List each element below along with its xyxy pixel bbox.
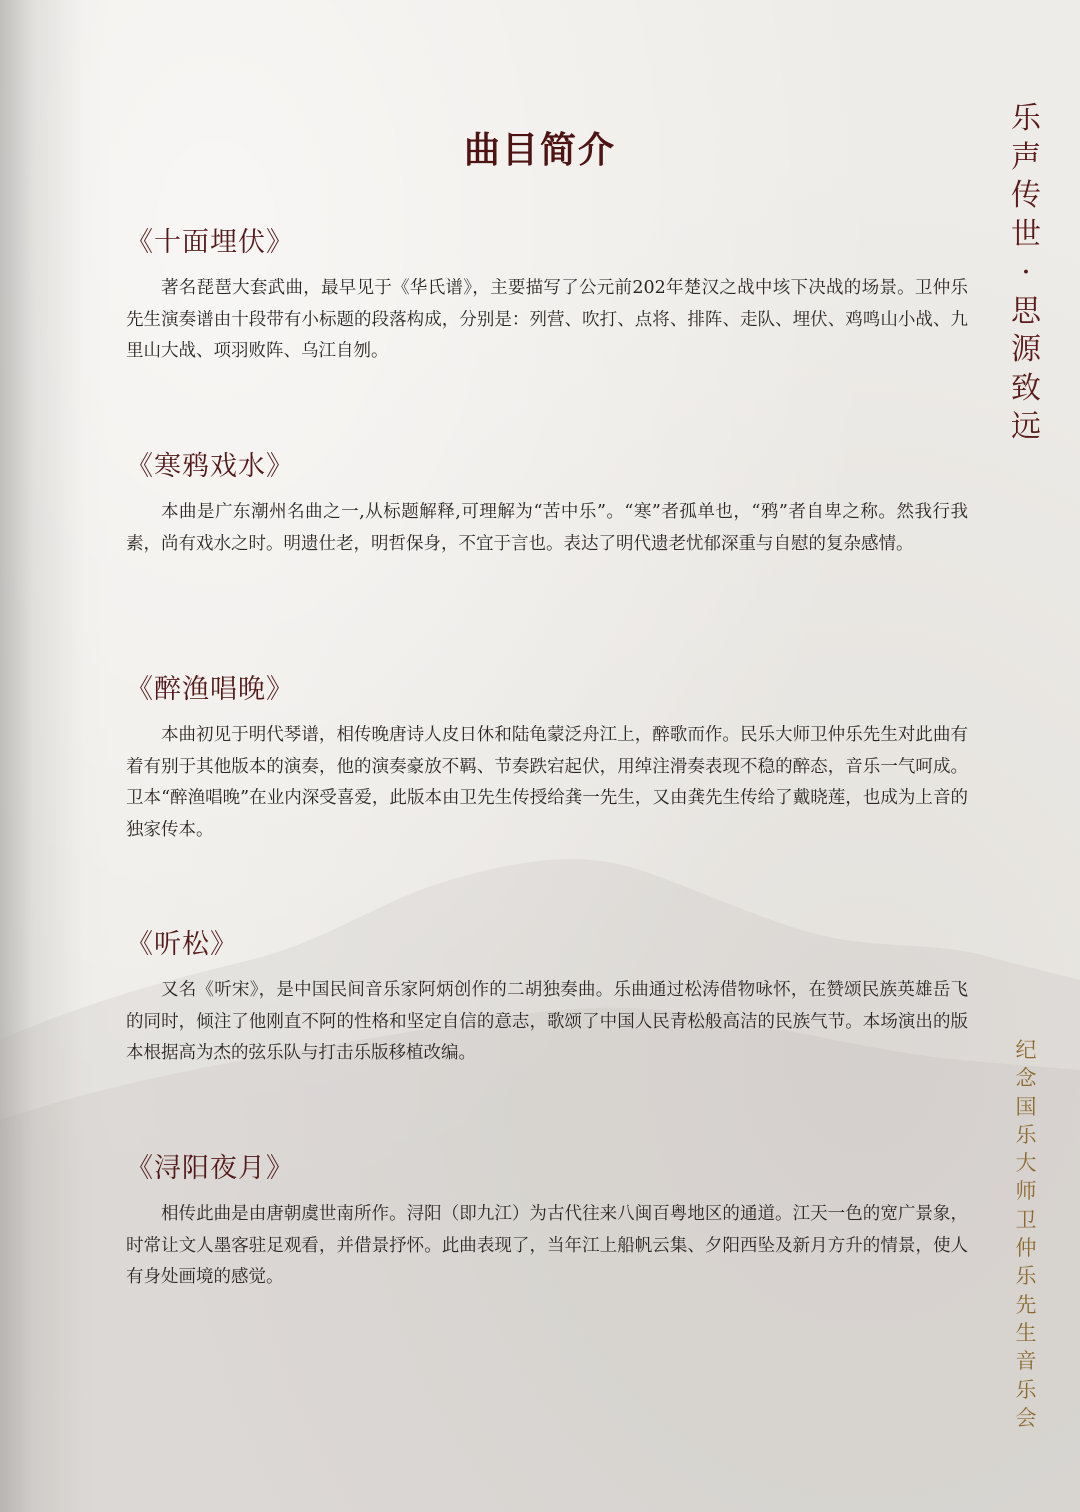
motto-char: 远: [1011, 409, 1041, 444]
event-char: 先: [1015, 1292, 1037, 1317]
side-event-title-vertical: [1012, 1036, 1040, 1432]
page-title: 曲目简介: [463, 129, 616, 171]
piece-description: 相传此曲是由唐朝虞世南所作。浔阳（即九江）为古代往来八闽百粤地区的通道。江天一色的宽广景象，时常让文人墨客驻足观看，并借景抒怀。此曲表现了，当年江上船帆云集、夕阳西坠及新月方升的情景，使人有身处画境的感觉。: [126, 1204, 968, 1287]
piece-title: 《听松》: [126, 929, 238, 960]
event-char: 会: [1015, 1405, 1037, 1430]
side-motto-vertical: [1004, 100, 1048, 447]
event-char: 乐: [1015, 1264, 1037, 1289]
piece-section: [126, 444, 968, 560]
event-char: 纪: [1015, 1038, 1037, 1062]
motto-char: 乐: [1011, 101, 1041, 136]
piece-description: 又名《听宋》，是中国民间音乐家阿炳创作的二胡独奏曲。乐曲通过松涛借物咏怀，在赞颂民族英雄岳飞的同时，倾注了他刚直不阿的性格和坚定自信的意志，歌颂了中国人民青松般高洁的民族气节。本场演出的版本根据高为杰的弦乐队与打击乐版移植改编。: [126, 980, 968, 1063]
piece-description: 本曲是广东潮州名曲之一,从标题解释,可理解为“苦中乐”。“寒”者孤单也，“鸦”者自卑之称。然我行我素，尚有戏水之时。明遗仕老，明哲保身，不宜于言也。表达了明代遗老忧郁深重与自慰的复杂感情。: [126, 502, 968, 554]
piece-section: [126, 667, 968, 846]
piece-description: 著名琵琶大套武曲，最早见于《华氏谱》，主要描写了公元前202年楚汉之战中垓下决战的场景。卫仲乐先生演奏谱由十段带有小标题的段落构成，分别是：列营、吹打、点将、排阵、走队、埋伏、鸡鸣山小战、九里山大战、项羽败阵、乌江自刎。: [126, 278, 968, 361]
event-char: 生: [1015, 1320, 1037, 1345]
piece-description: 本曲初见于明代琴谱，相传晚唐诗人皮日休和陆龟蒙泛舟江上，醉歌而作。民乐大师卫仲乐先生对此曲有着有别于其他版本的演奏，他的演奏豪放不羁、节奏跌宕起伏，用绰注滑奏表现不稳的醉态，音乐一气呵成。卫本“醉渔唱晚”在业内深受喜爱，此版本由卫先生传授给龚一先生，又由龚先生传给了戴晓莲，也成为上音的独家传本。: [126, 725, 968, 840]
event-char: 念: [1015, 1066, 1037, 1091]
piece-section: [126, 220, 968, 368]
motto-char: ·: [1021, 255, 1031, 290]
piece-title: 《十面埋伏》: [126, 227, 294, 258]
motto-char: 声: [1011, 139, 1041, 175]
motto-char: 世: [1011, 216, 1041, 252]
event-char: 仲: [1015, 1236, 1037, 1261]
piece-section: [126, 1146, 968, 1294]
event-char: 乐: [1015, 1122, 1037, 1147]
event-char: 大: [1015, 1151, 1037, 1176]
event-char: 卫: [1015, 1207, 1037, 1232]
motto-char: 致: [1011, 370, 1041, 406]
piece-section: [126, 922, 968, 1070]
event-char: 国: [1015, 1094, 1037, 1119]
piece-title: 《醉渔唱晚》: [126, 674, 294, 705]
event-char: 音: [1015, 1349, 1037, 1374]
piece-title: 《浔阳夜月》: [126, 1153, 294, 1184]
piece-title: 《寒鸦戏水》: [126, 451, 294, 482]
event-char: 乐: [1015, 1377, 1037, 1402]
event-char: 师: [1015, 1179, 1037, 1204]
motto-char: 传: [1011, 178, 1041, 213]
motto-char: 源: [1011, 332, 1041, 367]
motto-char: 思: [1011, 293, 1041, 329]
